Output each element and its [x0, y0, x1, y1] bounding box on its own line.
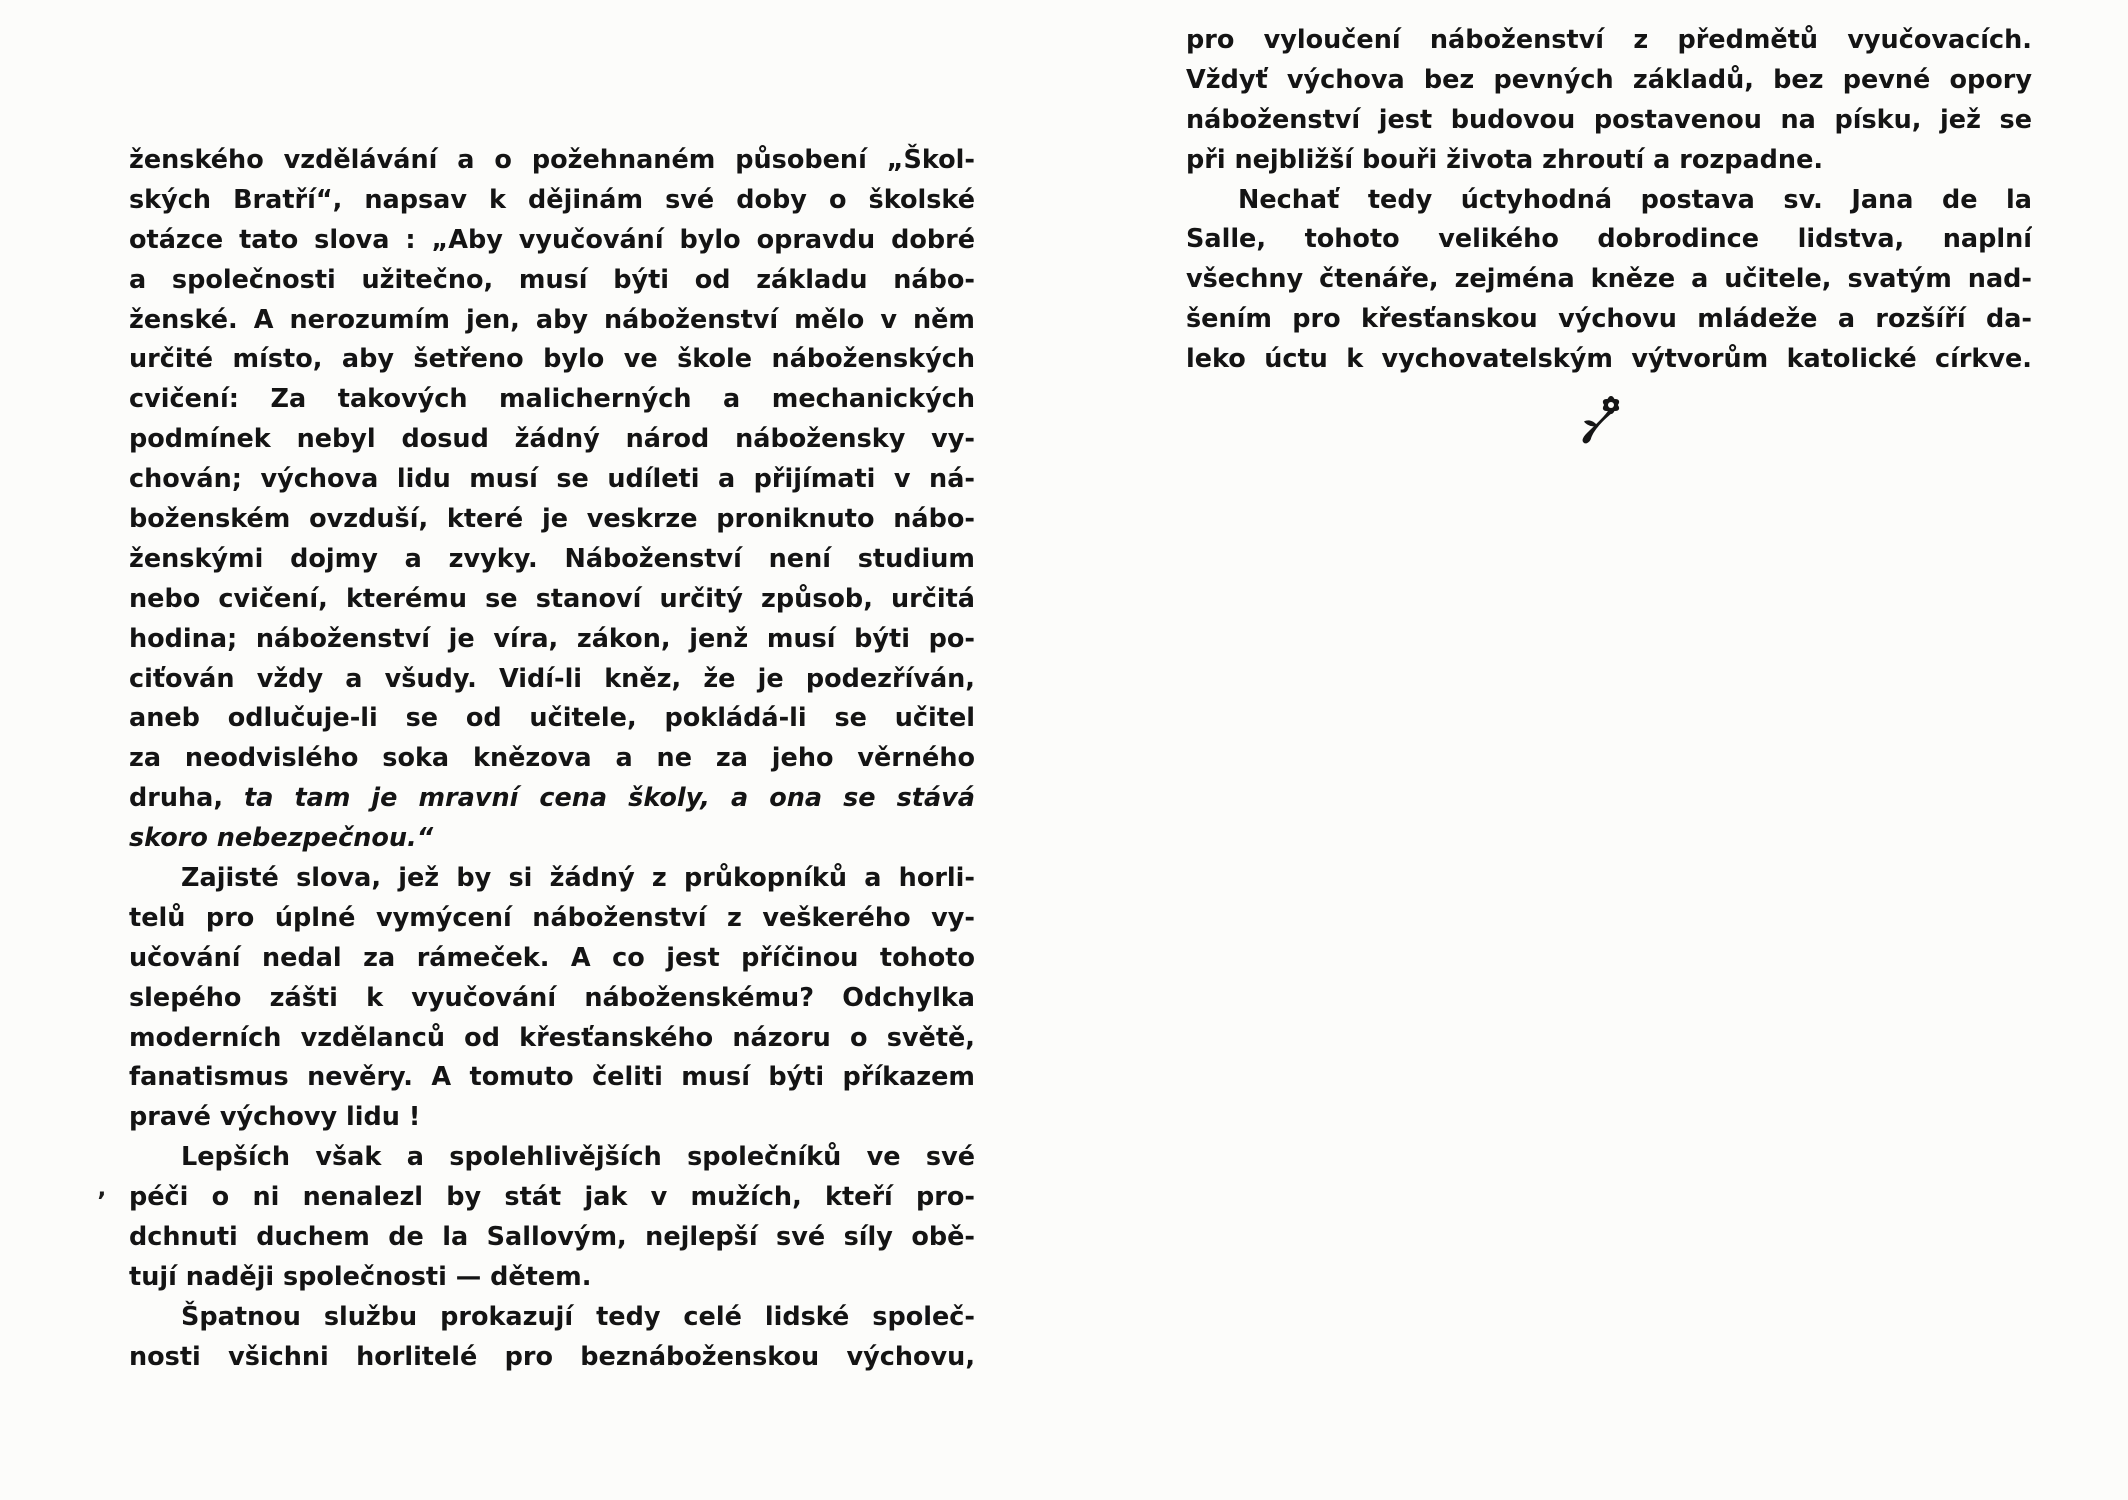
text-run: druha,: [129, 783, 245, 814]
text-run: ženskými dojmy a zvyky. Náboženství není studium: [129, 543, 975, 574]
text-line: [1186, 21, 2032, 61]
text-run: Salle, tohoto velikého dobrodince lidstva, naplní: [1186, 224, 2032, 255]
text-line: [129, 1298, 975, 1338]
text-line: [129, 660, 975, 700]
text-run: cvičení: Za takových malicherných a mechanických: [129, 384, 975, 415]
text-run: ženské. A nerozumím jen, aby náboženství mělo v něm: [129, 304, 975, 335]
text-line: [129, 141, 975, 181]
text-line: [129, 500, 975, 540]
text-run: dchnuti duchem de la Sallovým, nejlepší své síly obě-: [129, 1222, 975, 1253]
text-line: [129, 859, 975, 899]
text-run: moderních vzdělanců od křesťanského názoru o světě,: [129, 1022, 975, 1053]
text-run: chován; výchova lidu musí se udíleti a přijímati v ná-: [129, 464, 975, 495]
text-run: Vždyť výchova bez pevných základů, bez pevné opory: [1186, 64, 2032, 95]
text-line: [129, 779, 975, 819]
text-line: [1186, 101, 2032, 141]
text-line: [129, 1338, 975, 1378]
text-line: [129, 699, 975, 739]
text-line: [129, 340, 975, 380]
text-run: Špatnou službu prokazují tedy celé lidské společ-: [181, 1301, 975, 1332]
text-run: tují naději společnosti — dětem.: [129, 1261, 592, 1292]
text-run: ciťován vždy a všudy. Vidí-li kněz, že je podezříván,: [129, 663, 975, 694]
text-run: telů pro úplné vymýcení náboženství z veškerého vy-: [129, 902, 975, 933]
text-run: při nejbližší bouři života zhroutí a rozpadne.: [1186, 144, 1824, 175]
text-run: boženském ovzduší, které je veskrze proniknuto nábo-: [129, 504, 975, 535]
text-run: za neodvislého soka knězova a ne za jeho věrného: [129, 743, 975, 774]
text-line: [129, 301, 975, 341]
text-line: [1186, 181, 2032, 221]
text-line: [129, 181, 975, 221]
text-run: Nechať tedy úctyhodná postava sv. Jana de la: [1238, 184, 2032, 215]
text-run: hodina; náboženství je víra, zákon, jenž musí býti po-: [129, 623, 975, 654]
text-line: [129, 221, 975, 261]
text-line: [129, 979, 975, 1019]
text-line: [129, 460, 975, 500]
text-line: [1186, 220, 2032, 260]
text-line: [129, 939, 975, 979]
text-line: [129, 739, 975, 779]
text-run: podmínek nebyl dosud žádný národ nábožensky vy-: [129, 424, 975, 455]
text-column-right: [1186, 21, 2032, 380]
text-run: šením pro křesťanskou výchovu mládeže a rozšíří da-: [1186, 304, 2032, 335]
text-line: [129, 261, 975, 301]
text-line: [129, 540, 975, 580]
text-line: [129, 580, 975, 620]
text-line: [1186, 340, 2032, 380]
text-line: [1186, 260, 2032, 300]
text-line: [1186, 300, 2032, 340]
text-run: náboženství jest budovou postavenou na písku, jež se: [1186, 104, 2032, 135]
italic-text-run: ta tam je mravní cena školy, a ona se stává: [244, 783, 975, 814]
text-run: fanatismus nevěry. A tomuto čeliti musí býti příkazem: [129, 1062, 975, 1093]
text-run: určité místo, aby šetřeno bylo ve škole náboženských: [129, 344, 975, 375]
text-line: [129, 1218, 975, 1258]
text-line: [129, 1178, 975, 1218]
margin-scan-artifact: ‚: [97, 1174, 107, 1202]
text-run: ských Bratří“, napsav k dějinám své doby o školské: [129, 184, 975, 215]
text-line: [129, 1019, 975, 1059]
text-line: [129, 1138, 975, 1178]
text-run: Lepších však a spolehlivějších společníků ve své: [181, 1142, 975, 1173]
text-run: otázce tato slova : „Aby vyučování bylo opravdu dobré: [129, 224, 975, 255]
text-line: [129, 1258, 975, 1298]
text-run: aneb odlučuje-li se od učitele, pokládá-li se učitel: [129, 703, 975, 734]
text-line: [1186, 61, 2032, 101]
text-line: [129, 819, 975, 859]
text-run: leko úctu k vychovatelským výtvorům katolické církve.: [1186, 344, 2032, 375]
text-line: [129, 899, 975, 939]
text-run: slepého zášti k vyučování náboženskému? Odchylka: [129, 982, 975, 1013]
italic-text-run: skoro nebezpečnou.“: [129, 823, 434, 854]
text-line: [1186, 141, 2032, 181]
text-run: péči o ni nenalezl by stát jak v mužích, kteří pro-: [129, 1182, 975, 1213]
text-run: učování nedal za rámeček. A co jest příčinou tohoto: [129, 942, 975, 973]
text-line: [129, 1098, 975, 1138]
text-run: nebo cvičení, kterému se stanoví určitý způsob, určitá: [129, 583, 975, 614]
text-column-left: [129, 141, 975, 1378]
text-line: [129, 380, 975, 420]
text-run: ženského vzdělávání a o požehnaném působení „Škol-: [129, 145, 975, 175]
text-run: všechny čtenáře, zejména kněze a učitele, svatým nad-: [1186, 264, 2032, 295]
text-run: Zajisté slova, jež by si žádný z průkopníků a horli-: [181, 863, 975, 894]
text-line: [129, 620, 975, 660]
text-line: [129, 420, 975, 460]
text-run: a společnosti užitečno, musí býti od základu nábo-: [129, 264, 975, 295]
text-run: nosti všichni horlitelé pro beznáboženskou výchovu,: [129, 1341, 975, 1372]
text-run: pro vyloučení náboženství z předmětů vyučovacích.: [1186, 25, 2032, 55]
text-run: pravé výchovy lidu !: [129, 1102, 421, 1133]
text-line: [129, 1058, 975, 1098]
floral-tailpiece-icon: [1575, 390, 1627, 448]
